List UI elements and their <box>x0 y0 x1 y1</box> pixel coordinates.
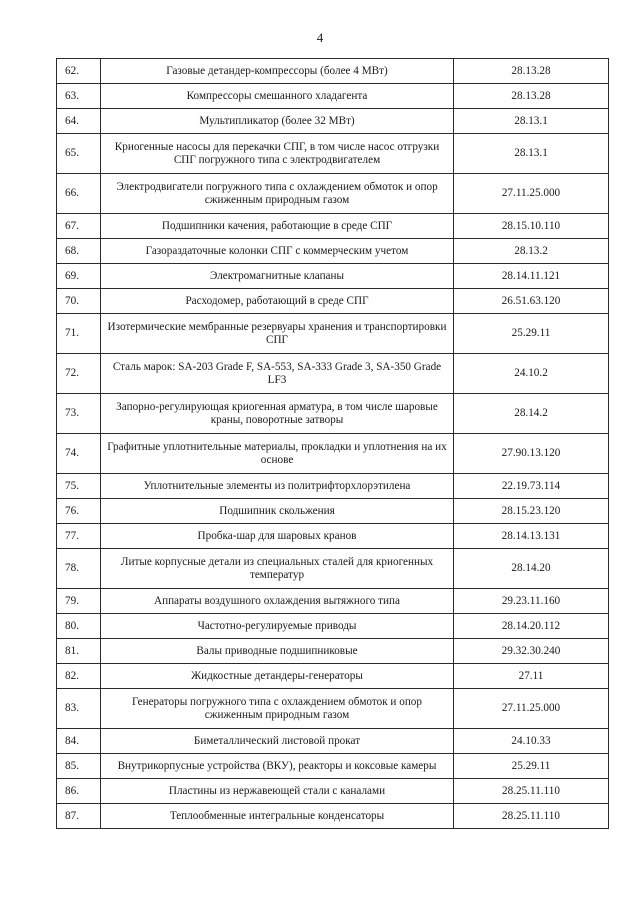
row-name: Жидкостные детандеры-генераторы <box>101 664 454 689</box>
row-number: 73. <box>57 394 101 434</box>
table-row <box>57 354 609 394</box>
row-number: 67. <box>57 214 101 239</box>
row-number: 69. <box>57 264 101 289</box>
row-code: 28.13.28 <box>454 59 609 84</box>
table-row <box>57 314 609 354</box>
table-row <box>57 779 609 804</box>
table-row <box>57 729 609 754</box>
row-number: 84. <box>57 729 101 754</box>
table-row <box>57 754 609 779</box>
table-row <box>57 664 609 689</box>
table-row <box>57 214 609 239</box>
row-number: 83. <box>57 689 101 729</box>
row-code: 28.13.28 <box>454 84 609 109</box>
row-code: 25.29.11 <box>454 754 609 779</box>
row-name: Запорно-регулирующая криогенная арматура, в том числе шаровые краны, поворотные затворы <box>101 394 454 434</box>
row-number: 62. <box>57 59 101 84</box>
page-number: 4 <box>316 30 324 45</box>
table-body <box>57 59 609 829</box>
table-row <box>57 804 609 829</box>
row-name: Сталь марок: SA-203 Grade F, SA-553, SA-333 Grade 3, SA-350 Grade LF3 <box>101 354 454 394</box>
table-row <box>57 134 609 174</box>
row-name: Подшипники качения, работающие в среде СПГ <box>101 214 454 239</box>
row-code: 28.15.10.110 <box>454 214 609 239</box>
row-name: Электромагнитные клапаны <box>101 264 454 289</box>
table-row <box>57 394 609 434</box>
row-code: 28.14.20.112 <box>454 614 609 639</box>
row-name: Электродвигатели погружного типа с охлаждением обмоток и опор сжиженным природным газом <box>101 174 454 214</box>
row-code: 26.51.63.120 <box>454 289 609 314</box>
table-row <box>57 434 609 474</box>
row-number: 85. <box>57 754 101 779</box>
row-number: 71. <box>57 314 101 354</box>
row-number: 87. <box>57 804 101 829</box>
row-number: 74. <box>57 434 101 474</box>
row-name: Пробка-шар для шаровых кранов <box>101 524 454 549</box>
row-number: 80. <box>57 614 101 639</box>
row-number: 86. <box>57 779 101 804</box>
equipment-table <box>56 58 609 829</box>
row-code: 24.10.2 <box>454 354 609 394</box>
table-row <box>57 239 609 264</box>
row-number: 75. <box>57 474 101 499</box>
row-name: Подшипник скольжения <box>101 499 454 524</box>
table-row <box>57 174 609 214</box>
row-name: Частотно-регулируемые приводы <box>101 614 454 639</box>
row-name: Литые корпусные детали из специальных сталей для криогенных температур <box>101 549 454 589</box>
row-code: 29.23.11.160 <box>454 589 609 614</box>
row-code: 27.11.25.000 <box>454 689 609 729</box>
row-code: 28.14.2 <box>454 394 609 434</box>
row-name: Уплотнительные элементы из политрифторхлорэтилена <box>101 474 454 499</box>
row-name: Пластины из нержавеющей стали с каналами <box>101 779 454 804</box>
row-code: 28.13.1 <box>454 109 609 134</box>
row-code: 27.11 <box>454 664 609 689</box>
row-number: 82. <box>57 664 101 689</box>
row-name: Компрессоры смешанного хладагента <box>101 84 454 109</box>
row-name: Мультипликатор (более 32 МВт) <box>101 109 454 134</box>
table-row <box>57 289 609 314</box>
table-row <box>57 474 609 499</box>
row-number: 72. <box>57 354 101 394</box>
table-row <box>57 614 609 639</box>
row-code: 22.19.73.114 <box>454 474 609 499</box>
row-number: 79. <box>57 589 101 614</box>
row-code: 24.10.33 <box>454 729 609 754</box>
row-name: Аппараты воздушного охлаждения вытяжного типа <box>101 589 454 614</box>
table-row <box>57 109 609 134</box>
row-name: Биметаллический листовой прокат <box>101 729 454 754</box>
table-row <box>57 524 609 549</box>
row-number: 76. <box>57 499 101 524</box>
row-code: 28.13.1 <box>454 134 609 174</box>
row-name: Криогенные насосы для перекачки СПГ, в том числе насос отгрузки СПГ погружного типа с электродвигателем <box>101 134 454 174</box>
table-row <box>57 589 609 614</box>
row-number: 77. <box>57 524 101 549</box>
row-name: Внутрикорпусные устройства (ВКУ), реакторы и коксовые камеры <box>101 754 454 779</box>
row-number: 66. <box>57 174 101 214</box>
row-code: 28.14.20 <box>454 549 609 589</box>
row-name: Генераторы погружного типа с охлаждением обмоток и опор сжиженным природным газом <box>101 689 454 729</box>
row-name: Газовые детандер-компрессоры (более 4 МВт) <box>101 59 454 84</box>
row-name: Теплообменные интегральные конденсаторы <box>101 804 454 829</box>
row-name: Изотермические мембранные резервуары хранения и транспортировки СПГ <box>101 314 454 354</box>
row-code: 28.14.11.121 <box>454 264 609 289</box>
row-number: 68. <box>57 239 101 264</box>
table-row <box>57 264 609 289</box>
table-row <box>57 689 609 729</box>
row-code: 29.32.30.240 <box>454 639 609 664</box>
row-number: 64. <box>57 109 101 134</box>
row-code: 28.13.2 <box>454 239 609 264</box>
row-code: 28.15.23.120 <box>454 499 609 524</box>
table-row <box>57 499 609 524</box>
table-row <box>57 549 609 589</box>
row-number: 63. <box>57 84 101 109</box>
table-row <box>57 59 609 84</box>
row-code: 28.25.11.110 <box>454 804 609 829</box>
row-code: 28.25.11.110 <box>454 779 609 804</box>
row-name: Газораздаточные колонки СПГ с коммерческим учетом <box>101 239 454 264</box>
row-number: 65. <box>57 134 101 174</box>
row-name: Графитные уплотнительные материалы, прокладки и уплотнения на их основе <box>101 434 454 474</box>
row-number: 78. <box>57 549 101 589</box>
row-name: Валы приводные подшипниковые <box>101 639 454 664</box>
table-row <box>57 84 609 109</box>
row-code: 25.29.11 <box>454 314 609 354</box>
row-code: 28.14.13.131 <box>454 524 609 549</box>
row-number: 70. <box>57 289 101 314</box>
row-name: Расходомер, работающий в среде СПГ <box>101 289 454 314</box>
row-code: 27.90.13.120 <box>454 434 609 474</box>
row-code: 27.11.25.000 <box>454 174 609 214</box>
table-row <box>57 639 609 664</box>
row-number: 81. <box>57 639 101 664</box>
